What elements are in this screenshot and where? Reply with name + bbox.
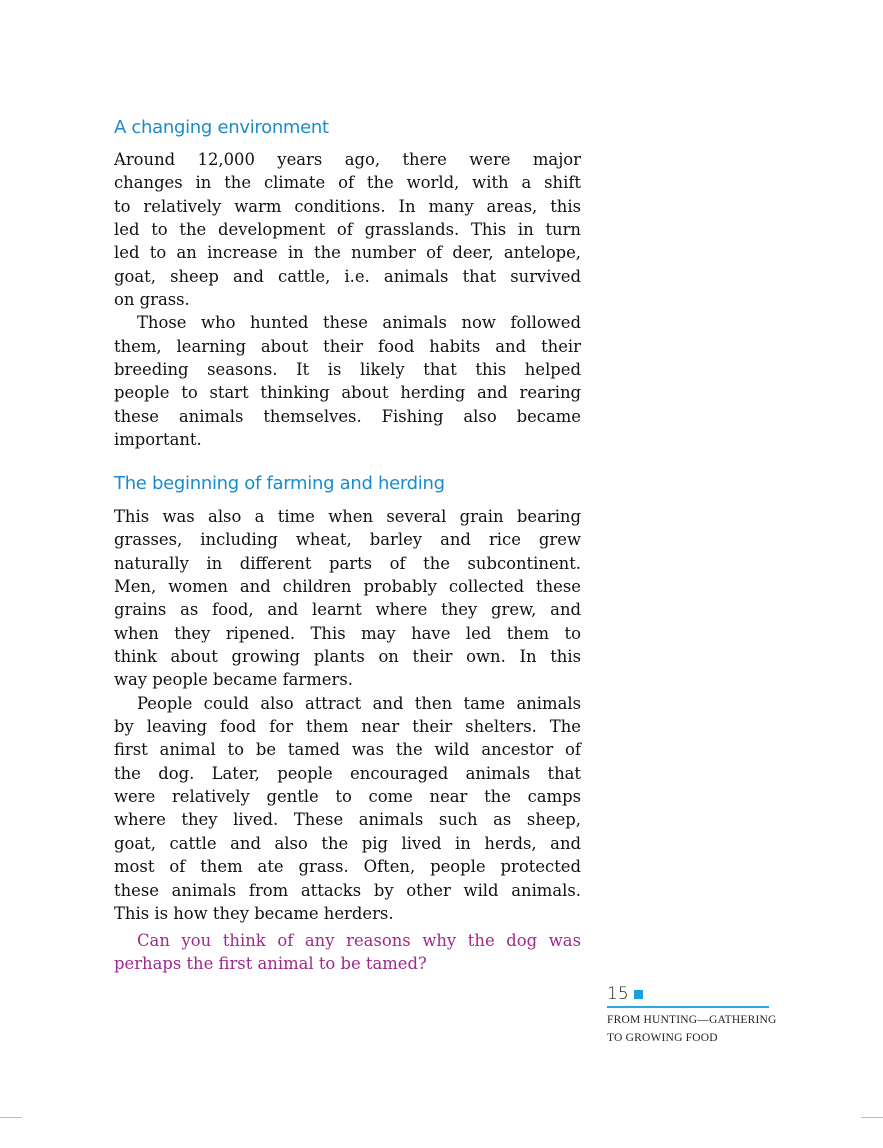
text-line: most of them ate grass. Often, people protected	[114, 857, 581, 877]
text-line: breeding seasons. It is likely that this helped	[114, 360, 581, 380]
section-body	[114, 505, 581, 925]
crop-mark	[0, 1117, 22, 1118]
text-line: when they ripened. This may have led them to	[114, 623, 581, 643]
text-line: these animals from attacks by other wild animals.	[114, 880, 581, 900]
text-line: where they lived. These animals such as sheep,	[114, 810, 581, 830]
section-heading: A changing environment	[114, 117, 329, 138]
text-line: important.	[114, 430, 202, 450]
text-line: This is how they became herders.	[114, 903, 394, 923]
question-box	[114, 929, 581, 976]
text-line: goat, sheep and cattle, i.e. animals that survived	[114, 266, 581, 286]
page-number: 15	[607, 984, 629, 1004]
text-line: them, learning about their food habits and their	[114, 336, 581, 356]
text-line: Those who hunted these animals now followed	[137, 313, 581, 333]
text-line: way people became farmers.	[114, 670, 353, 690]
text-line: led to an increase in the number of deer, antelope,	[114, 243, 581, 263]
text-line: grasses, including wheat, barley and rice grew	[114, 530, 581, 550]
text-line: This was also a time when several grain bearing	[114, 507, 581, 526]
text-line: Around 12,000 years ago, there were major	[114, 150, 581, 169]
text-line: grains as food, and learnt where they grew, and	[114, 600, 581, 620]
text-line: were relatively gentle to come near the camps	[114, 787, 581, 807]
footer-rule	[607, 1006, 769, 1008]
text-line: on grass.	[114, 290, 190, 310]
section-body	[114, 148, 581, 451]
text-line: Men, women and children probably collected these	[114, 577, 581, 597]
chapter-title-line1: FROM HUNTING—GATHERING	[607, 1014, 777, 1026]
text-line: Can you think of any reasons why the dog was	[137, 931, 581, 950]
text-line: the dog. Later, people encouraged animals that	[114, 763, 581, 783]
page-marker-square-icon	[634, 990, 643, 999]
text-line: goat, cattle and also the pig lived in herds, and	[114, 833, 581, 853]
text-line: changes in the climate of the world, with a shift	[114, 173, 581, 193]
text-line: first animal to be tamed was the wild ancestor of	[114, 740, 581, 760]
text-line: perhaps the first animal to be tamed?	[114, 954, 427, 974]
chapter-title-line2: TO GROWING FOOD	[607, 1032, 718, 1044]
text-line: people to start thinking about herding and rearing	[114, 383, 581, 403]
crop-mark	[861, 1117, 883, 1118]
text-line: to relatively warm conditions. In many areas, this	[114, 196, 581, 216]
text-line: naturally in different parts of the subcontinent.	[114, 553, 581, 573]
text-line: People could also attract and then tame animals	[137, 693, 581, 713]
text-line: led to the development of grasslands. This in turn	[114, 220, 581, 240]
text-line: by leaving food for them near their shelters. The	[114, 717, 581, 737]
text-line: think about growing plants on their own. In this	[114, 647, 581, 667]
text-line: these animals themselves. Fishing also became	[114, 406, 581, 426]
section-heading: The beginning of farming and herding	[114, 473, 445, 494]
